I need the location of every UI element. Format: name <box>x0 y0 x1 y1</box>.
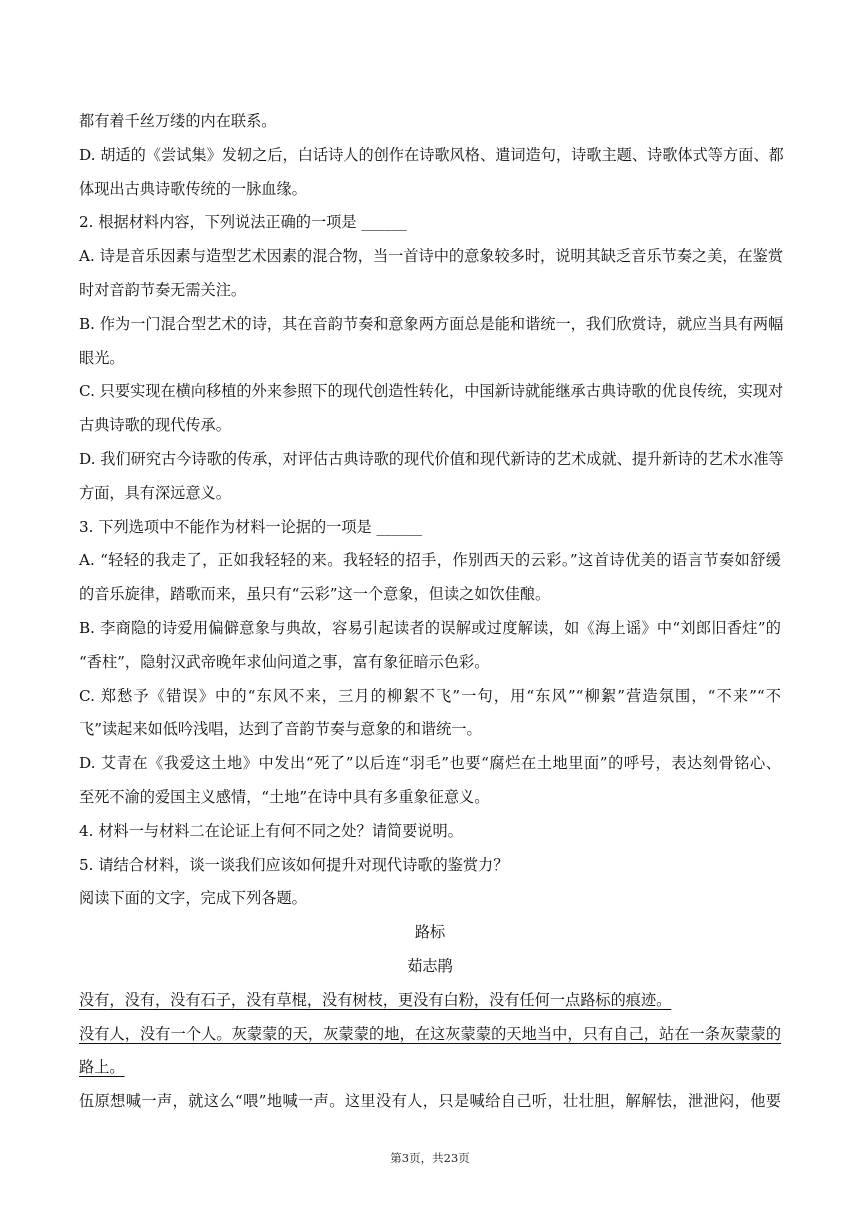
page-footer: 第3页，共23页 <box>390 1151 470 1165</box>
text-line: 飞”读起来如低吟浅唱，达到了音韵节奏与意象的和谐统一。 <box>79 720 482 739</box>
question-3: 3. 下列选项中不能作为材料一论据的一项是 ______ <box>79 517 423 536</box>
story-paragraph: 伍原想喊一声，就这么“喂”地喊一声。这里没有人，只是喊给自己听，壮壮胆，解解怯，泄泄闷，他要 <box>79 1092 781 1111</box>
question-4: 4. 材料一与材料二在论证上有何不同之处？请简要说明。 <box>79 821 463 840</box>
option-d-line: D. 胡适的《尝试集》发轫之后，白话诗人的创作在诗歌风格、遣词造句，诗歌主题、诗歌体式等方面、都 <box>79 145 784 164</box>
story-paragraph-underlined <box>79 1051 781 1085</box>
text-line: 都有着千丝万缕的内在联系。 <box>79 112 277 130</box>
text-line: 体现出古典诗歌传统的一脉血缘。 <box>79 179 307 198</box>
question-5: 5. 请结合材料，谈一谈我们应该如何提升对现代诗歌的鉴赏力？ <box>79 855 509 874</box>
text-line: 的音乐旋律，踏歌而来，虽只有“云彩”这一个意象，但读之如饮佳酿。 <box>79 585 551 604</box>
text-line: 古典诗歌的现代传承。 <box>79 416 231 435</box>
story-author: 茹志鹃 <box>407 956 453 975</box>
story-paragraph-underlined <box>79 1018 781 1052</box>
story-paragraph-underlined <box>79 984 781 1018</box>
underlined-text: 没有，没有，没有石子，没有草棍，没有树枝，更没有白粉，没有任何一点路标的痕迹。 <box>79 990 672 1009</box>
text-line: 眼光。 <box>79 348 125 367</box>
reading-instruction: 阅读下面的文字，完成下列各题。 <box>79 889 307 908</box>
question-2: 2. 根据材料内容，下列说法正确的一项是 ______ <box>79 213 407 232</box>
option-c-line: C. 郑愁予《错误》中的“东风不来，三月的柳絮不飞”一句，用“东风”“柳絮”营造氛围，“不来”“不 <box>79 686 781 705</box>
option-d-line: D. 我们研究古今诗歌的传承，对评估古典诗歌的现代价值和现代新诗的艺术成就、提升新诗的艺术水准等 <box>79 449 784 468</box>
underlined-text: 没有人，没有一个人。灰蒙蒙的天，灰蒙蒙的地，在这灰蒙蒙的天地当中，只有自己，站在一条灰蒙蒙的 <box>79 1024 781 1043</box>
option-a-line: A. “轻轻的我走了，正如我轻轻的来。我轻轻的招手，作别西天的云彩。”这首诗优美的语言节奏如舒缓 <box>79 551 781 570</box>
text-line: “香柱”，隐射汉武帝晚年求仙问道之事，富有象征暗示色彩。 <box>79 652 490 671</box>
text-line: 方面，具有深远意义。 <box>79 483 231 502</box>
option-a-line: A. 诗是音乐因素与造型艺术因素的混合物，当一首诗中的意象较多时，说明其缺乏音乐节奏之美，在鉴赏 <box>79 247 784 266</box>
document-body <box>79 105 784 1119</box>
story-title: 路标 <box>414 923 446 942</box>
text-line: 至死不渝的爱国主义感情，“土地”在诗中具有多重象征意义。 <box>79 787 490 806</box>
option-b-line: B. 李商隐的诗爱用偏僻意象与典故，容易引起读者的误解或过度解读，如《海上谣》中“刘郎旧香炷”的 <box>79 618 781 637</box>
option-b-line: B. 作为一门混合型艺术的诗，其在音韵节奏和意象两方面总是能和谐统一，我们欣赏诗，就应当具有两幅 <box>79 314 784 333</box>
text-line: 时对音韵节奏无需关注。 <box>79 280 247 299</box>
option-d-line: D. 艾青在《我爱这土地》中发出“死了”以后连“羽毛”也要“腐烂在土地里面”的呼号，表达刻骨铭心、 <box>79 754 781 773</box>
option-c-line: C. 只要实现在横向移植的外来参照下的现代创造性转化，中国新诗就能继承古典诗歌的优良传统，实现对 <box>79 382 784 401</box>
underlined-text: 路上。 <box>79 1058 125 1077</box>
